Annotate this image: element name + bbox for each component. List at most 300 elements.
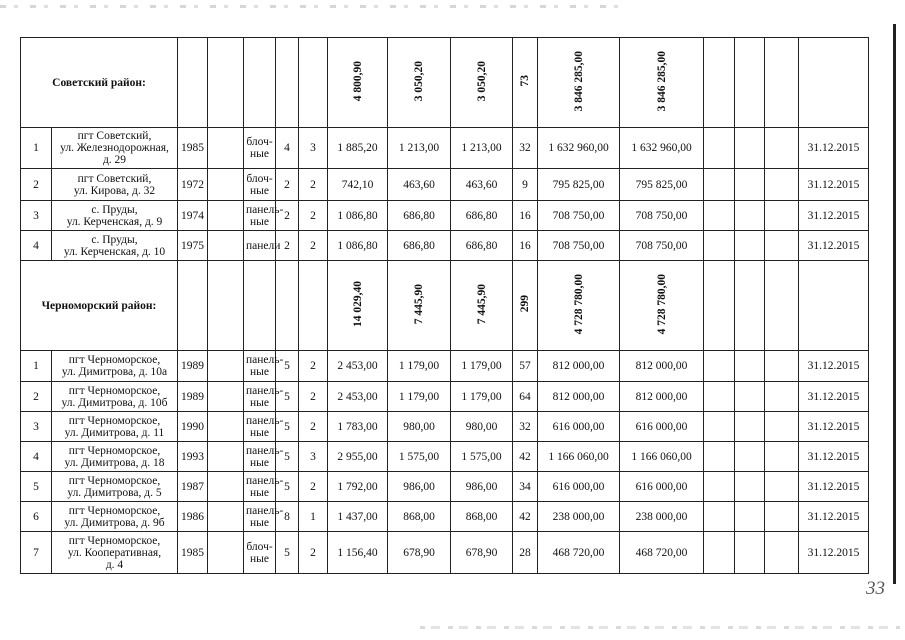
row-residents-text: 42 (519, 510, 531, 523)
empty-cell (765, 351, 799, 382)
row-cost-2 (620, 532, 704, 574)
table-row (21, 442, 869, 472)
row-residents (513, 412, 538, 442)
row-year-text: 1989 (181, 360, 204, 372)
row-address (52, 128, 178, 169)
row-area-2 (451, 382, 513, 412)
row-number-text: 3 (33, 209, 39, 222)
row-entrances (299, 442, 328, 472)
row-area-1 (388, 412, 451, 442)
empty-cell (735, 532, 765, 574)
district-cost-2-text: 3 846 285,00 (655, 50, 668, 112)
district-cost-2-text: 4 728 780,00 (655, 273, 668, 335)
row-floors-text: 5 (284, 420, 290, 433)
empty-cell (208, 128, 244, 169)
row-residents-text: 9 (522, 178, 528, 191)
row-wall-material (244, 231, 281, 261)
row-residents-text: 16 (519, 239, 531, 252)
table-row (21, 169, 869, 201)
row-address (52, 502, 178, 532)
row-entrances-text: 1 (310, 510, 316, 523)
row-area-1 (388, 231, 451, 261)
row-residents (513, 231, 538, 261)
empty-cell (208, 201, 244, 231)
row-cost-2-text: 1 632 960,00 (631, 142, 692, 154)
row-number-text: 4 (33, 450, 39, 463)
row-cost-2-text: 238 000,00 (635, 510, 688, 523)
row-residents (513, 442, 538, 472)
row-entrances (299, 532, 328, 574)
row-area-2-text: 678,90 (465, 546, 498, 559)
row-cost-1-text: 708 750,00 (552, 239, 605, 252)
row-entrances-text: 2 (310, 546, 316, 559)
row-completion-date-text: 31.12.2015 (807, 360, 860, 372)
empty-cell (704, 412, 735, 442)
table-row (21, 201, 869, 231)
row-year-text: 1985 (181, 546, 204, 559)
empty-cell (765, 201, 799, 231)
empty-cell (704, 169, 735, 201)
row-completion-date (799, 128, 869, 169)
row-address-line: ул. Кирова, д. 32 (73, 184, 156, 197)
row-wall-material (244, 412, 284, 442)
row-cost-1-text: 1 166 060,00 (548, 450, 609, 463)
row-entrances (299, 382, 328, 412)
empty-cell (799, 38, 869, 128)
empty-cell (244, 38, 276, 128)
row-area-1 (388, 128, 451, 169)
row-completion-date (799, 532, 869, 574)
row-floors-text: 2 (284, 178, 290, 191)
row-area-1-text: 1 179,00 (398, 360, 440, 372)
row-number-text: 1 (33, 360, 39, 372)
row-address-line: пгт Черноморское, (68, 534, 161, 547)
row-year (178, 351, 208, 382)
row-cost-2-text: 812 000,00 (635, 360, 688, 372)
row-residents-text: 57 (519, 360, 531, 372)
row-residents (513, 472, 538, 502)
row-area-1 (388, 442, 451, 472)
row-wall-material (244, 382, 284, 412)
row-wall-material (244, 351, 284, 382)
row-cost-1 (538, 231, 620, 261)
row-wall-material (244, 128, 276, 169)
row-cost-1 (538, 169, 620, 201)
row-wall-material-line: ные (250, 516, 269, 529)
row-number (21, 351, 52, 382)
row-area-1 (388, 169, 451, 201)
row-number (21, 412, 52, 442)
row-address-line: ул. Керченская, д. 10 (63, 245, 166, 258)
row-address-line: пгт Черноморское, (68, 354, 161, 366)
district-name (21, 261, 178, 351)
row-completion-date (799, 169, 869, 201)
row-entrances (299, 502, 328, 532)
row-address-line: ул. Димитрова, д. 10б (61, 396, 168, 409)
empty-cell (704, 261, 735, 351)
row-area-2-text: 1 179,00 (461, 360, 502, 372)
district-residents-text: 299 (519, 295, 531, 313)
row-residents-text: 32 (519, 420, 531, 433)
empty-cell (208, 532, 244, 574)
empty-cell (765, 128, 799, 169)
row-residents (513, 201, 538, 231)
row-area-2-text: 1 575,00 (461, 450, 502, 463)
row-area-1 (388, 502, 451, 532)
empty-cell (735, 231, 765, 261)
row-cost-1 (538, 351, 620, 382)
row-number (21, 169, 52, 201)
row-number (21, 128, 52, 169)
empty-cell (244, 261, 276, 351)
scan-edge-right (893, 24, 896, 584)
row-address-line: ул. Димитрова, д. 11 (64, 426, 165, 439)
row-number (21, 382, 52, 412)
scan-artifact-bottom (420, 626, 900, 629)
row-total-area-text: 1 156,40 (337, 546, 378, 559)
district-total-area (328, 38, 388, 128)
row-floors-text: 5 (284, 480, 290, 493)
row-address-line: с. Пруды, (91, 233, 138, 246)
row-area-2 (451, 472, 513, 502)
row-cost-1-text: 616 000,00 (552, 480, 605, 493)
row-number-text: 6 (33, 510, 39, 523)
row-completion-date (799, 382, 869, 412)
row-year (178, 502, 208, 532)
row-number-text: 3 (33, 420, 39, 433)
row-wall-material-line: ные (250, 552, 269, 565)
row-entrances-text: 2 (310, 480, 316, 493)
empty-cell (299, 261, 328, 351)
row-completion-date-text: 31.12.2015 (807, 239, 860, 252)
row-completion-date-text: 31.12.2015 (807, 480, 860, 493)
row-address-line: пгт Черноморское, (68, 414, 161, 427)
empty-cell (178, 38, 208, 128)
row-address-line: пгт Черноморское, (68, 504, 161, 517)
row-area-1 (388, 472, 451, 502)
row-address (52, 472, 178, 502)
row-cost-1 (538, 442, 620, 472)
row-completion-date-text: 31.12.2015 (807, 420, 860, 433)
row-cost-1-text: 795 825,00 (552, 178, 605, 191)
district-area-2 (451, 38, 513, 128)
row-floors (276, 128, 299, 169)
row-total-area-text: 1 792,00 (337, 480, 378, 493)
row-year (178, 169, 208, 201)
empty-cell (799, 261, 869, 351)
row-completion-date (799, 472, 869, 502)
row-address-line: ул. Железнодорожная, (60, 142, 169, 154)
row-wall-material (244, 472, 284, 502)
empty-cell (704, 442, 735, 472)
housing-table (20, 37, 869, 574)
row-wall-material-line: ные (250, 366, 269, 378)
row-area-2-text: 986,00 (465, 480, 498, 493)
row-address (52, 412, 178, 442)
row-year (178, 442, 208, 472)
empty-cell (735, 442, 765, 472)
empty-cell (765, 169, 799, 201)
empty-cell (208, 38, 244, 128)
row-residents (513, 128, 538, 169)
row-total-area-text: 2 955,00 (337, 450, 378, 463)
row-total-area (328, 201, 388, 231)
row-cost-1 (538, 472, 620, 502)
row-floors-text: 5 (284, 360, 290, 372)
row-total-area-text: 1 086,80 (337, 209, 378, 222)
row-address (52, 169, 178, 201)
row-number (21, 502, 52, 532)
district-name-text: Советский район: (52, 76, 146, 89)
row-cost-2 (620, 412, 704, 442)
row-cost-2 (620, 201, 704, 231)
row-entrances-text: 2 (310, 239, 316, 252)
row-completion-date-text: 31.12.2015 (807, 546, 860, 559)
row-cost-1-text: 1 632 960,00 (548, 142, 609, 154)
row-wall-material-line: ные (250, 148, 269, 160)
row-address-line: ул. Димитрова, д. 5 (67, 486, 162, 499)
row-residents (513, 382, 538, 412)
empty-cell (704, 231, 735, 261)
row-address-line: с. Пруды, (91, 203, 138, 216)
row-area-1 (388, 351, 451, 382)
row-completion-date (799, 442, 869, 472)
row-wall-material-line: панель- (246, 474, 284, 487)
row-total-area-text: 1 437,00 (337, 510, 378, 523)
row-address-line: ул. Кооперативная, (67, 546, 162, 559)
page-number: 33 (866, 578, 885, 599)
row-cost-2-text: 616 000,00 (635, 480, 688, 493)
row-residents (513, 169, 538, 201)
row-address-line: пгт Советский, (77, 172, 152, 185)
row-cost-2-text: 812 000,00 (635, 390, 688, 403)
district-area-2-text: 7 445,90 (475, 283, 488, 325)
row-completion-date (799, 502, 869, 532)
row-floors-text: 4 (284, 142, 290, 154)
row-area-1-text: 686,80 (403, 209, 435, 222)
empty-cell (704, 472, 735, 502)
row-area-1 (388, 532, 451, 574)
row-floors-text: 5 (284, 450, 290, 463)
row-cost-1 (538, 128, 620, 169)
row-completion-date (799, 201, 869, 231)
district-cost-2 (620, 38, 704, 128)
row-completion-date (799, 351, 869, 382)
row-entrances (299, 351, 328, 382)
row-cost-2-text: 795 825,00 (635, 178, 688, 191)
row-area-2-text: 463,60 (465, 178, 498, 191)
row-cost-1 (538, 502, 620, 532)
empty-cell (735, 351, 765, 382)
row-cost-2 (620, 128, 704, 169)
row-address-line: ул. Керченская, д. 9 (66, 215, 163, 228)
empty-cell (735, 382, 765, 412)
row-cost-1-text: 812 000,00 (552, 360, 605, 372)
row-total-area (328, 472, 388, 502)
table-row (21, 382, 869, 412)
table-row (21, 231, 869, 261)
empty-cell (765, 382, 799, 412)
row-total-area (328, 128, 388, 169)
row-area-2 (451, 412, 513, 442)
row-total-area (328, 231, 388, 261)
row-address-line: ул. Димитрова, д. 10а (61, 366, 168, 378)
row-entrances-text: 3 (310, 450, 316, 463)
district-header-row (21, 261, 869, 351)
row-year (178, 412, 208, 442)
row-residents-text: 16 (519, 209, 531, 222)
row-cost-2-text: 708 750,00 (635, 239, 688, 252)
row-area-2-text: 686,80 (465, 239, 498, 252)
row-year (178, 231, 208, 261)
row-year-text: 1986 (181, 510, 204, 523)
empty-cell (765, 38, 799, 128)
row-floors-text: 5 (284, 390, 290, 403)
row-wall-material-line: ные (250, 184, 269, 197)
empty-cell (208, 351, 244, 382)
row-floors-text: 2 (284, 209, 290, 222)
row-wall-material-line: блоч- (246, 540, 273, 553)
empty-cell (208, 442, 244, 472)
row-area-2 (451, 442, 513, 472)
row-floors-text: 2 (284, 239, 290, 252)
row-year (178, 201, 208, 231)
row-entrances (299, 472, 328, 502)
row-entrances (299, 128, 328, 169)
row-address-line: ул. Димитрова, д. 9б (64, 516, 165, 529)
table-row (21, 412, 869, 442)
row-wall-material-line: панель- (246, 384, 284, 397)
row-area-2-text: 1 179,00 (461, 390, 502, 403)
district-total-area-text: 4 800,90 (351, 60, 364, 102)
district-cost-1 (538, 261, 620, 351)
district-area-1 (388, 261, 451, 351)
row-year-text: 1974 (181, 209, 204, 222)
row-address-line: д. 4 (105, 558, 124, 571)
row-completion-date (799, 231, 869, 261)
empty-cell (208, 261, 244, 351)
row-cost-2 (620, 231, 704, 261)
row-entrances (299, 201, 328, 231)
row-area-2 (451, 231, 513, 261)
row-total-area-text: 1 086,80 (337, 239, 378, 252)
empty-cell (704, 502, 735, 532)
row-year-text: 1989 (181, 390, 204, 403)
row-cost-1-text: 468 720,00 (552, 546, 605, 559)
row-address (52, 382, 178, 412)
row-entrances (299, 412, 328, 442)
row-completion-date-text: 31.12.2015 (807, 209, 860, 222)
district-cost-1 (538, 38, 620, 128)
row-area-1-text: 1 575,00 (398, 450, 440, 463)
district-name (21, 38, 178, 128)
row-entrances-text: 2 (310, 209, 316, 222)
table-row (21, 351, 869, 382)
row-completion-date-text: 31.12.2015 (807, 390, 860, 403)
row-area-1-text: 986,00 (403, 480, 435, 493)
row-number-text: 5 (33, 480, 39, 493)
row-address-line: д. 29 (102, 154, 127, 166)
row-residents-text: 32 (519, 142, 531, 154)
row-address-line: пгт Черноморское, (68, 384, 161, 397)
row-number-text: 1 (33, 142, 39, 154)
row-area-1-text: 1 213,00 (398, 142, 440, 154)
district-area-1 (388, 38, 451, 128)
row-total-area (328, 502, 388, 532)
empty-cell (765, 532, 799, 574)
row-area-1-text: 686,80 (403, 239, 435, 252)
row-wall-material (244, 201, 284, 231)
row-area-1-text: 1 179,00 (398, 390, 440, 403)
row-year (178, 532, 208, 574)
district-residents (513, 38, 538, 128)
row-number-text: 7 (33, 546, 39, 559)
row-cost-2 (620, 442, 704, 472)
empty-cell (765, 231, 799, 261)
row-floors (276, 169, 299, 201)
empty-cell (735, 169, 765, 201)
row-total-area (328, 169, 388, 201)
district-residents-text: 73 (519, 75, 531, 87)
row-cost-1-text: 708 750,00 (552, 209, 605, 222)
row-residents-text: 42 (519, 450, 531, 463)
row-wall-material-line: панель- (246, 504, 284, 517)
row-total-area-text: 1 783,00 (337, 420, 378, 433)
district-area-2-text: 3 050,20 (475, 60, 488, 102)
row-wall-material-line: панель- (246, 444, 284, 457)
row-cost-2-text: 616 000,00 (635, 420, 688, 433)
empty-cell (208, 502, 244, 532)
row-year-text: 1993 (181, 450, 204, 463)
row-wall-material (244, 532, 276, 574)
row-residents-text: 28 (519, 546, 531, 559)
empty-cell (765, 442, 799, 472)
row-entrances-text: 2 (310, 178, 316, 191)
row-area-2-text: 686,80 (465, 209, 498, 222)
row-wall-material-line: панель- (246, 354, 284, 366)
district-cost-1-text: 3 846 285,00 (572, 50, 585, 112)
row-area-2-text: 868,00 (465, 510, 498, 523)
row-address-line: ул. Димитрова, д. 18 (64, 456, 165, 469)
row-total-area (328, 351, 388, 382)
row-address (52, 231, 178, 261)
empty-cell (704, 382, 735, 412)
table-row (21, 502, 869, 532)
row-number-text: 2 (33, 178, 39, 191)
row-area-2-text: 1 213,00 (461, 142, 502, 154)
empty-cell (735, 502, 765, 532)
row-completion-date-text: 31.12.2015 (807, 510, 860, 523)
district-header-row (21, 38, 869, 128)
row-wall-material-line: панель- (246, 414, 284, 427)
district-total-area (328, 261, 388, 351)
row-number (21, 442, 52, 472)
empty-cell (276, 38, 299, 128)
empty-cell (735, 261, 765, 351)
row-area-1-text: 868,00 (403, 510, 435, 523)
empty-cell (704, 532, 735, 574)
row-cost-1 (538, 412, 620, 442)
row-floors-text: 8 (284, 510, 290, 523)
row-wall-material (244, 502, 284, 532)
row-total-area (328, 382, 388, 412)
row-number-text: 4 (33, 239, 39, 252)
row-cost-2 (620, 502, 704, 532)
empty-cell (299, 38, 328, 128)
row-area-2 (451, 201, 513, 231)
empty-cell (735, 412, 765, 442)
table-row (21, 472, 869, 502)
